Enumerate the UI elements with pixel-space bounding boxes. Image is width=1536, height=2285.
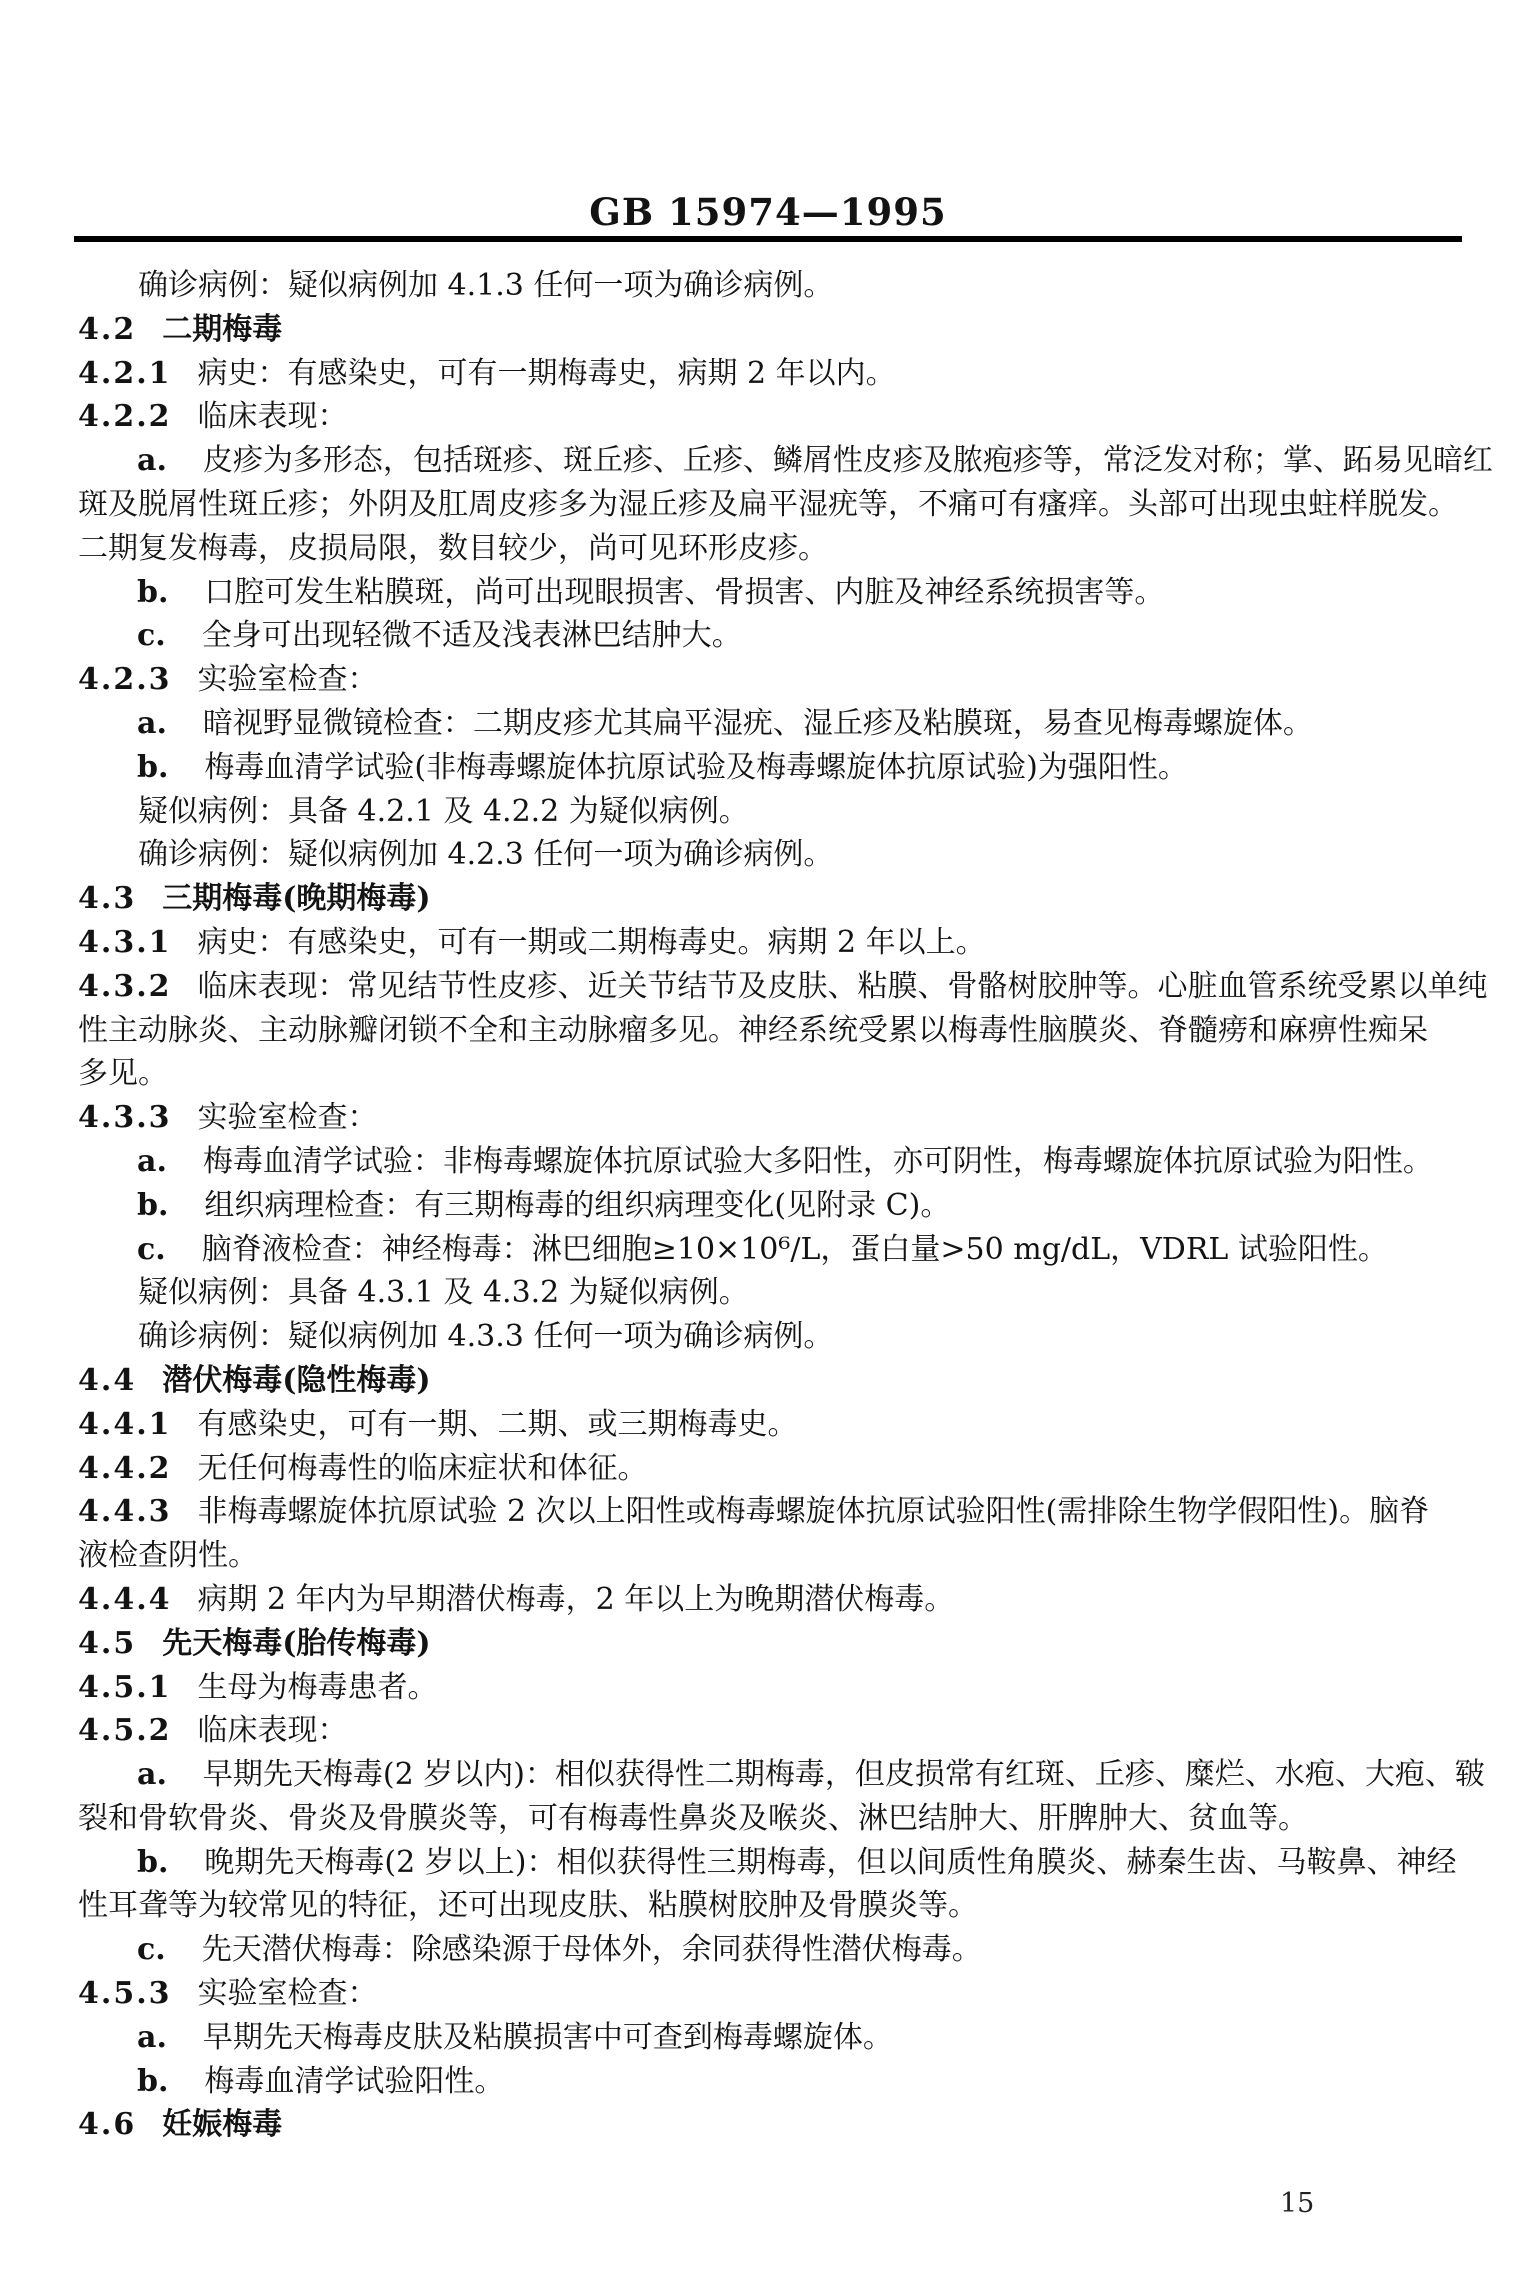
page-number: 15 bbox=[1280, 2188, 1315, 2219]
text-line-continuation bbox=[78, 1009, 1478, 1053]
line-text: 非梅毒螺旋体抗原试验 2 次以上阳性或梅毒螺旋体抗原试验阳性(需排除生物学假阳性)。脑脊 bbox=[197, 1494, 1430, 1530]
item-label: b. bbox=[137, 2063, 169, 2099]
line-text: 有感染史，可有一期、二期、或三期梅毒史。 bbox=[197, 1406, 798, 1442]
list-item-line bbox=[78, 571, 1478, 615]
text-line-paragraph bbox=[78, 264, 1478, 308]
text-line-paragraph bbox=[78, 1315, 1478, 1359]
line-text: 病史：有感染史，可有一期梅毒史，病期 2 年以内。 bbox=[197, 355, 896, 391]
line-text: 临床表现： bbox=[197, 399, 348, 435]
item-label: b. bbox=[137, 749, 169, 785]
section-number: 4.3 bbox=[78, 881, 137, 917]
text-line-continuation bbox=[78, 1052, 1478, 1096]
line-text: 实验室检查： bbox=[197, 1100, 378, 1136]
line-text: 疑似病例：具备 4.2.1 及 4.2.2 为疑似病例。 bbox=[138, 793, 749, 829]
line-text: 裂和骨软骨炎、骨炎及骨膜炎等，可有梅毒性鼻炎及喉炎、淋巴结肿大、肝脾肿大、贫血等。 bbox=[78, 1800, 1308, 1836]
line-text: 口腔可发生粘膜斑，尚可出现眼损害、骨损害、内脏及神经系统损害等。 bbox=[204, 574, 1165, 610]
subsection-heading bbox=[78, 1096, 1478, 1140]
line-text: 组织病理检查：有三期梅毒的组织病理变化(见附录 C)。 bbox=[204, 1187, 951, 1223]
subsection-heading bbox=[78, 1972, 1478, 2016]
list-item-line bbox=[78, 1928, 1478, 1972]
line-text: 潜伏梅毒(隐性梅毒) bbox=[162, 1362, 431, 1398]
section-number: 4.5.2 bbox=[78, 1713, 172, 1749]
list-item-line bbox=[78, 746, 1478, 790]
section-number: 4.5.3 bbox=[78, 1976, 172, 2012]
subsection-heading bbox=[78, 965, 1488, 1009]
line-text: 暗视野显微镜检查：二期皮疹尤其扁平湿疣、湿丘疹及粘膜斑，易查见梅毒螺旋体。 bbox=[202, 705, 1313, 741]
section-number: 4.3.3 bbox=[78, 1100, 172, 1136]
subsection-heading bbox=[78, 1490, 1478, 1534]
item-label: c. bbox=[137, 1932, 166, 1968]
subsection-heading bbox=[78, 921, 1478, 965]
item-label: a. bbox=[137, 443, 167, 479]
list-item-line bbox=[78, 702, 1478, 746]
subsection-heading bbox=[78, 1578, 1478, 1622]
header-rule bbox=[74, 236, 1462, 242]
section-number: 4.4 bbox=[78, 1362, 137, 1398]
text-line-continuation bbox=[78, 1534, 1478, 1578]
item-label: a. bbox=[137, 1143, 167, 1179]
text-line-continuation bbox=[78, 483, 1478, 527]
section-number: 4.3.1 bbox=[78, 924, 172, 960]
line-text: 早期先天梅毒皮肤及粘膜损害中可查到梅毒螺旋体。 bbox=[202, 2019, 893, 2055]
subsection-heading bbox=[78, 352, 1478, 396]
line-text: 确诊病例：疑似病例加 4.1.3 任何一项为确诊病例。 bbox=[138, 268, 834, 303]
subsection-heading bbox=[78, 1403, 1478, 1447]
item-label: c. bbox=[137, 1231, 166, 1267]
list-item-line bbox=[78, 614, 1478, 658]
subsection-heading bbox=[78, 1666, 1478, 1710]
section-number: 4.4.1 bbox=[78, 1406, 172, 1442]
line-text: 梅毒血清学试验：非梅毒螺旋体抗原试验大多阳性，亦可阴性，梅毒螺旋体抗原试验为阳性。 bbox=[202, 1143, 1433, 1179]
list-item-line bbox=[78, 1841, 1478, 1885]
section-number: 4.4.3 bbox=[78, 1494, 172, 1530]
subsection-heading bbox=[78, 395, 1478, 439]
line-text: 确诊病例：疑似病例加 4.2.3 任何一项为确诊病例。 bbox=[138, 837, 834, 873]
section-number: 4.3.2 bbox=[78, 968, 172, 1004]
list-item-line bbox=[78, 2060, 1478, 2104]
item-label: a. bbox=[137, 1757, 167, 1793]
line-text: 斑及脱屑性斑丘疹；外阴及肛周皮疹多为湿丘疹及扁平湿疣等，不痛可有瘙痒。头部可出现虫蛀样脱发。 bbox=[78, 486, 1458, 522]
item-label: b. bbox=[137, 1187, 169, 1223]
section-number: 4.4.4 bbox=[78, 1581, 172, 1617]
text-line-paragraph bbox=[78, 790, 1478, 834]
section-number: 4.6 bbox=[78, 2107, 137, 2143]
section-number: 4.2.1 bbox=[78, 355, 172, 391]
line-text: 性主动脉炎、主动脉瓣闭锁不全和主动脉瘤多见。神经系统受累以梅毒性脑膜炎、脊髓痨和麻痹性痴呆 bbox=[78, 1012, 1428, 1048]
text-line-paragraph bbox=[78, 833, 1478, 877]
section-number: 4.5 bbox=[78, 1625, 137, 1661]
section-heading bbox=[78, 1622, 1478, 1666]
text-line-continuation bbox=[78, 527, 1478, 571]
line-text: 实验室检查： bbox=[197, 662, 378, 698]
line-text: 梅毒血清学试验阳性。 bbox=[204, 2063, 505, 2099]
line-text: 全身可出现轻微不适及浅表淋巴结肿大。 bbox=[201, 618, 742, 654]
line-text: 性耳聋等为较常见的特征，还可出现皮肤、粘膜树胶肿及骨膜炎等。 bbox=[78, 1888, 978, 1924]
section-heading bbox=[78, 2103, 1478, 2147]
section-heading bbox=[78, 877, 1478, 921]
item-label: b. bbox=[137, 1844, 169, 1880]
line-text: 液检查阴性。 bbox=[78, 1538, 258, 1574]
line-text: 先天潜伏梅毒：除感染源于母体外，余同获得性潜伏梅毒。 bbox=[201, 1932, 982, 1968]
line-text: 皮疹为多形态，包括斑疹、斑丘疹、丘疹、鳞屑性皮疹及脓疱疹等，常泛发对称；掌、跖易见暗红 bbox=[202, 443, 1493, 479]
list-item-line bbox=[78, 1228, 1478, 1272]
line-text: 临床表现： bbox=[197, 1713, 348, 1749]
line-text: 晚期先天梅毒(2 岁以上)：相似获得性三期梅毒，但以间质性角膜炎、赫秦生齿、马鞍鼻、神经 bbox=[204, 1844, 1457, 1880]
line-text: 生母为梅毒患者。 bbox=[197, 1669, 438, 1705]
item-label: c. bbox=[137, 618, 166, 654]
standard-number-header: GB 15974—1995 bbox=[589, 190, 947, 234]
line-text: 确诊病例：疑似病例加 4.3.3 任何一项为确诊病例。 bbox=[138, 1319, 834, 1355]
line-text: 实验室检查： bbox=[197, 1976, 378, 2012]
line-text: 二期梅毒 bbox=[162, 311, 283, 347]
text-line-paragraph bbox=[78, 1271, 1478, 1315]
line-text: 病期 2 年内为早期潜伏梅毒，2 年以上为晚期潜伏梅毒。 bbox=[197, 1581, 955, 1617]
item-label: a. bbox=[137, 705, 167, 741]
section-number: 4.2.3 bbox=[78, 662, 172, 698]
subsection-heading bbox=[78, 1709, 1478, 1753]
list-item-line bbox=[78, 1140, 1478, 1184]
line-text: 病史：有感染史，可有一期或二期梅毒史。病期 2 年以上。 bbox=[197, 924, 986, 960]
item-label: a. bbox=[137, 2019, 167, 2055]
section-number: 4.4.2 bbox=[78, 1450, 172, 1486]
line-text: 早期先天梅毒(2 岁以内)：相似获得性二期梅毒，但皮损常有红斑、丘疹、糜烂、水疱、大疱、皲 bbox=[202, 1757, 1485, 1793]
list-item-line bbox=[78, 1753, 1485, 1797]
subsection-heading bbox=[78, 658, 1478, 702]
line-text: 临床表现：常见结节性皮疹、近关节结节及皮肤、粘膜、骨骼树胶肿等。心脏血管系统受累以单纯 bbox=[197, 968, 1488, 1004]
text-line-continuation bbox=[78, 1884, 1478, 1928]
subsection-heading bbox=[78, 1447, 1478, 1491]
list-item-line bbox=[78, 2016, 1478, 2060]
line-text: 多见。 bbox=[78, 1056, 168, 1092]
section-heading bbox=[78, 1359, 1478, 1403]
item-label: b. bbox=[137, 574, 169, 610]
line-text: 妊娠梅毒 bbox=[162, 2107, 283, 2143]
text-line-continuation bbox=[78, 1797, 1478, 1841]
line-text: 脑脊液检查：神经梅毒：淋巴细胞≥10×10⁶/L，蛋白量>50 mg/dL，VDRL 试验阳性。 bbox=[201, 1231, 1388, 1267]
section-number: 4.5.1 bbox=[78, 1669, 172, 1705]
line-text: 无任何梅毒性的临床症状和体征。 bbox=[197, 1450, 648, 1486]
line-text: 梅毒血清学试验(非梅毒螺旋体抗原试验及梅毒螺旋体抗原试验)为强阳性。 bbox=[204, 749, 1188, 785]
line-text: 疑似病例：具备 4.3.1 及 4.3.2 为疑似病例。 bbox=[138, 1275, 749, 1311]
line-text: 三期梅毒(晚期梅毒) bbox=[162, 881, 431, 917]
section-heading bbox=[78, 308, 1478, 352]
list-item-line bbox=[78, 439, 1493, 483]
list-item-line bbox=[78, 1184, 1478, 1228]
section-number: 4.2.2 bbox=[78, 399, 172, 435]
document-body bbox=[78, 264, 1493, 2147]
line-text: 二期复发梅毒，皮损局限，数目较少，尚可见环形皮疹。 bbox=[78, 530, 828, 566]
line-text: 先天梅毒(胎传梅毒) bbox=[162, 1625, 431, 1661]
section-number: 4.2 bbox=[78, 311, 137, 347]
